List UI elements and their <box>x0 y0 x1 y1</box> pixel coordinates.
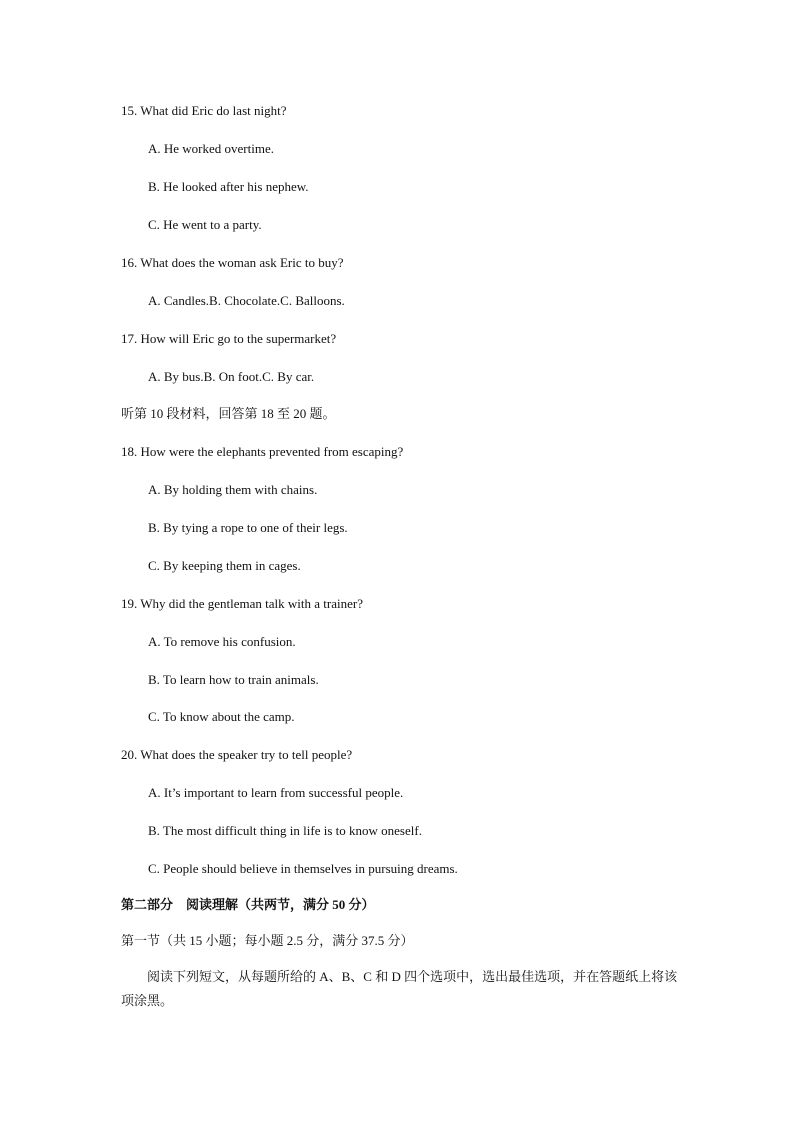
question-20-option-b: B. The most difficult thing in life is to know oneself. <box>148 823 422 838</box>
question-18-option-b: B. By tying a rope to one of their legs. <box>148 520 348 535</box>
question-17-options: A. By bus.B. On foot.C. By car. <box>148 369 315 384</box>
question-15-stem: 15. What did Eric do last night? <box>121 103 287 118</box>
question-19-option-b: B. To learn how to train animals. <box>148 672 319 687</box>
question-16-options: A. Candles.B. Chocolate.C. Balloons. <box>148 293 345 308</box>
question-19-option-c: C. To know about the camp. <box>148 709 295 724</box>
question-20-option-c: C. People should believe in themselves in pursuing dreams. <box>148 861 458 876</box>
part2-section1-title: 第一节（共 15 小题；每小题 2.5 分，满分 37.5 分） <box>121 933 414 948</box>
question-19-option-a: A. To remove his confusion. <box>148 634 296 649</box>
question-15-option-c: C. He went to a party. <box>148 217 262 232</box>
part2-instruction: 阅读下列短文，从每题所给的 A、B、C 和 D 四个选项中，选出最佳选项，并在答题纸上将该项涂黑。 <box>121 969 678 1008</box>
question-20-stem: 20. What does the speaker try to tell people? <box>121 747 353 762</box>
question-15-option-a: A. He worked overtime. <box>148 141 274 156</box>
question-18-stem: 18. How were the elephants prevented from escaping? <box>121 444 404 459</box>
question-18-option-a: A. By holding them with chains. <box>148 482 318 497</box>
question-19-stem: 19. Why did the gentleman talk with a trainer? <box>121 596 363 611</box>
section-intro-18-20: 听第 10 段材料，回答第 18 至 20 题。 <box>121 406 336 421</box>
question-20-option-a: A. It’s important to learn from successful people. <box>148 785 404 800</box>
question-16-stem: 16. What does the woman ask Eric to buy? <box>121 255 344 270</box>
question-17-stem: 17. How will Eric go to the supermarket? <box>121 331 337 346</box>
question-15-option-b: B. He looked after his nephew. <box>148 179 309 194</box>
question-18-option-c: C. By keeping them in cages. <box>148 558 301 573</box>
part2-heading: 第二部分 阅读理解（共两节，满分 50 分） <box>121 897 375 912</box>
